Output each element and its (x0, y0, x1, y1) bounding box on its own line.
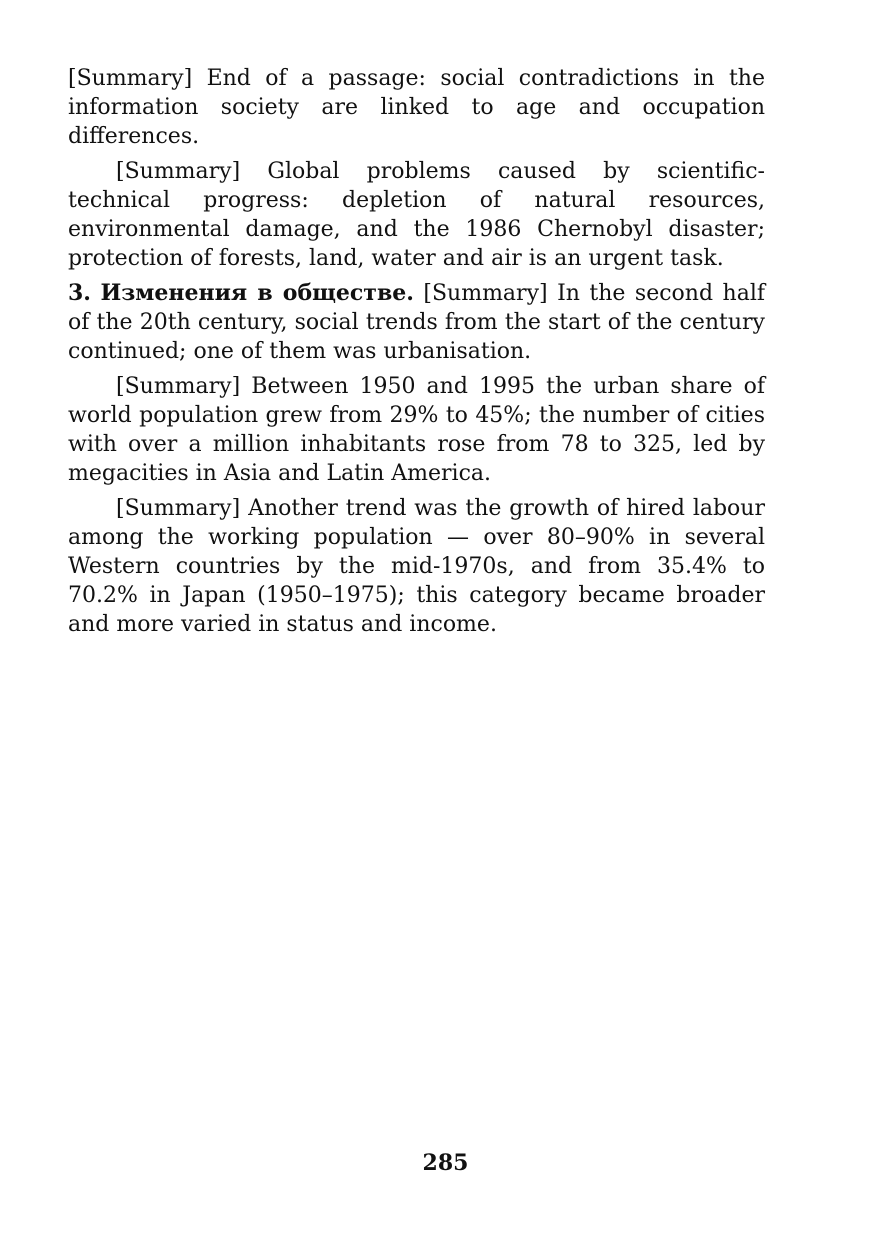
section-3-paragraph (68, 279, 765, 366)
paragraph-4: [Summary] Between 1950 and 1995 the urban share of world population grew from 29% to 45%; the number of cities with over a million inhabitants rose from 78 to 325, led by megacities in Asia and Latin America. (68, 374, 765, 486)
section-3-number: 3. (68, 280, 91, 306)
section-3-heading: Изменения в обществе. (100, 280, 414, 306)
page-number: 285 (422, 1150, 469, 1176)
section-3-text: [Summary] In the second half of the 20th century, social trends from the start of the century continued; one of them was urbanisation. (68, 281, 766, 364)
body-text (68, 64, 765, 639)
paragraph-2: [Summary] Global problems caused by scientific-technical progress: depletion of natural resources, environmental damage, and the 1986 Chernobyl disaster; protection of forests, land, water and air is an urgent task. (68, 159, 765, 271)
paragraph-1: [Summary] End of a passage: social contradictions in the information society are linked to age and occupation differences. (68, 66, 765, 149)
paragraph-5: [Summary] Another trend was the growth of hired labour among the working population — over 80–90% in several Western countries by the mid-1970s, and from 35.4% to 70.2% in Japan (1950–1975); this category became broader and more varied in status and income. (68, 496, 765, 637)
